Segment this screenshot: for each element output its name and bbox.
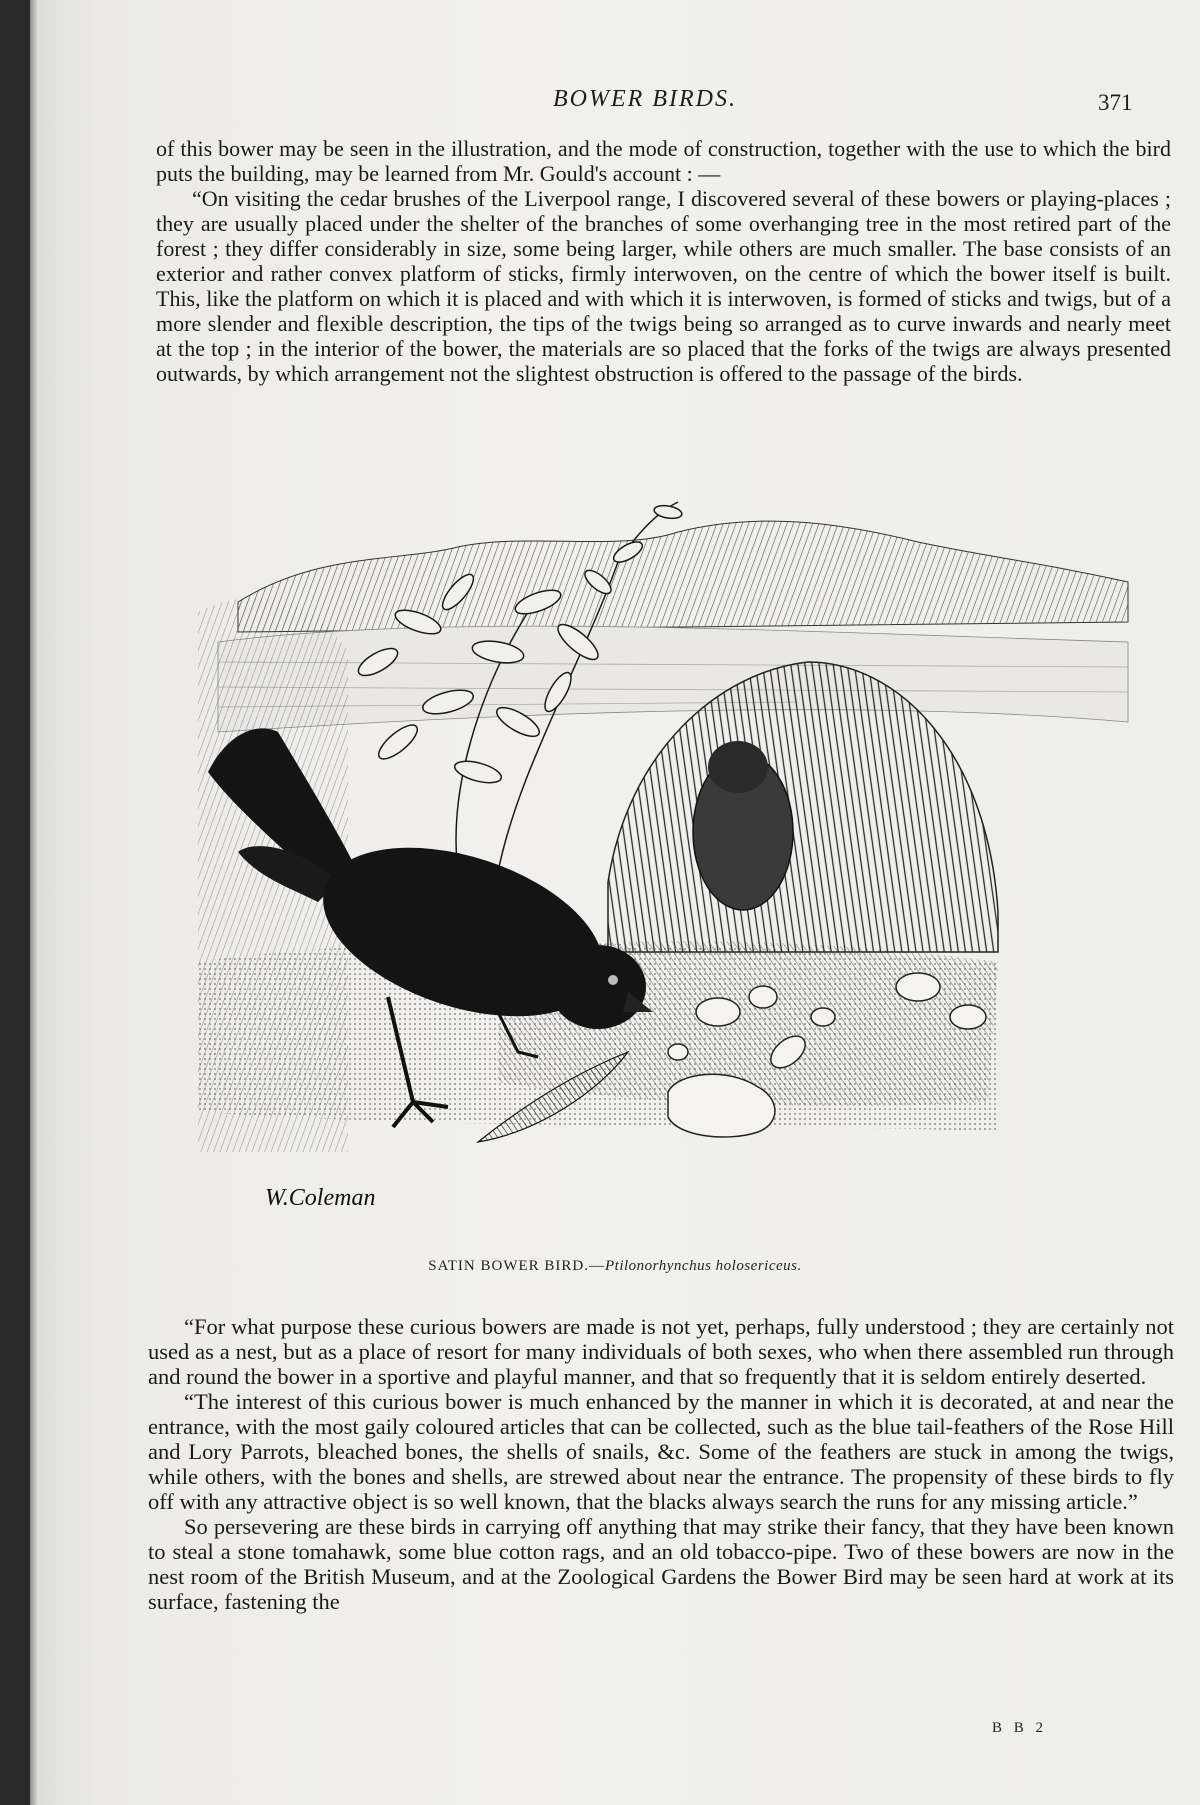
caption-common-name: SATIN BOWER BIRD.— <box>428 1258 606 1274</box>
paragraph: “The interest of this curious bower is much enhanced by the manner in which it is decorated, at and near the entrance, with the most gaily coloured articles that can be collected, such as the blue tail-feathers of the Rose Hill and Lory Parrots, bleached bones, the shells of snails, &c. Some of the feathers are stuck in among the twigs, while others, with the bones and shells, are strewed about near the entrance. The propensity of these birds to fly off with any attractive object is so well known, that the blacks always search the runs for any missing article.” <box>148 1389 1174 1514</box>
bower-bird-illustration <box>198 492 1146 1252</box>
signature-mark: B B 2 <box>992 1720 1048 1736</box>
page-header <box>30 86 1200 116</box>
paragraph: of this bower may be seen in the illustration, and the mode of construction, together with the use to which the bird puts the building, may be learned from Mr. Gould's account : — <box>156 136 1171 186</box>
caption-latin-name: Ptilonorhynchus holosericeus. <box>605 1258 802 1274</box>
meadow <box>218 626 1128 732</box>
illustrator-signature: W.Coleman <box>265 1185 376 1211</box>
page-edge-shadow <box>30 0 38 1805</box>
page-number: 371 <box>1098 90 1133 115</box>
upper-text-block <box>156 136 1171 386</box>
figure-caption <box>30 1258 1200 1275</box>
paragraph: “For what purpose these curious bowers are made is not yet, perhaps, fully understood ; they are certainly not used as a nest, but as a place of resort for many individuals of both sexes, who when there assembled run through and round the bower in a sportive and playful manner, and that so frequently that it is seldom entirely deserted. <box>148 1314 1174 1389</box>
distant-trees <box>238 521 1128 632</box>
book-page <box>30 0 1200 1805</box>
paragraph: So persevering are these birds in carrying off anything that may strike their fancy, that they have been known to steal a stone tomahawk, some blue cotton rags, and an old tobacco-pipe. Two of these bowers are now in the nest room of the British Museum, and at the Zoological Gardens the Bower Bird may be seen hard at work at its surface, fastening the <box>148 1514 1174 1614</box>
lower-text-block <box>148 1314 1174 1614</box>
running-head: BOWER BIRDS. <box>553 86 737 112</box>
paragraph: “On visiting the cedar brushes of the Liverpool range, I discovered several of these bowers or playing-places ; they are usually placed under the shelter of the branches of some overhanging tree in the most retired part of the forest ; they differ considerably in size, some being larger, while others are much smaller. The base consists of an exterior and rather convex platform of sticks, firmly interwoven, on the centre of which the bower itself is built. This, like the platform on which it is placed and with which it is interwoven, is formed of sticks and twigs, but of a more slender and flexible description, the tips of the twigs being so arranged as to curve inwards and nearly meet at the top ; in the interior of the bower, the materials are so placed that the forks of the twigs are always presented outwards, by which arrangement not the slightest obstruction is offered to the passage of the birds. <box>156 186 1171 386</box>
